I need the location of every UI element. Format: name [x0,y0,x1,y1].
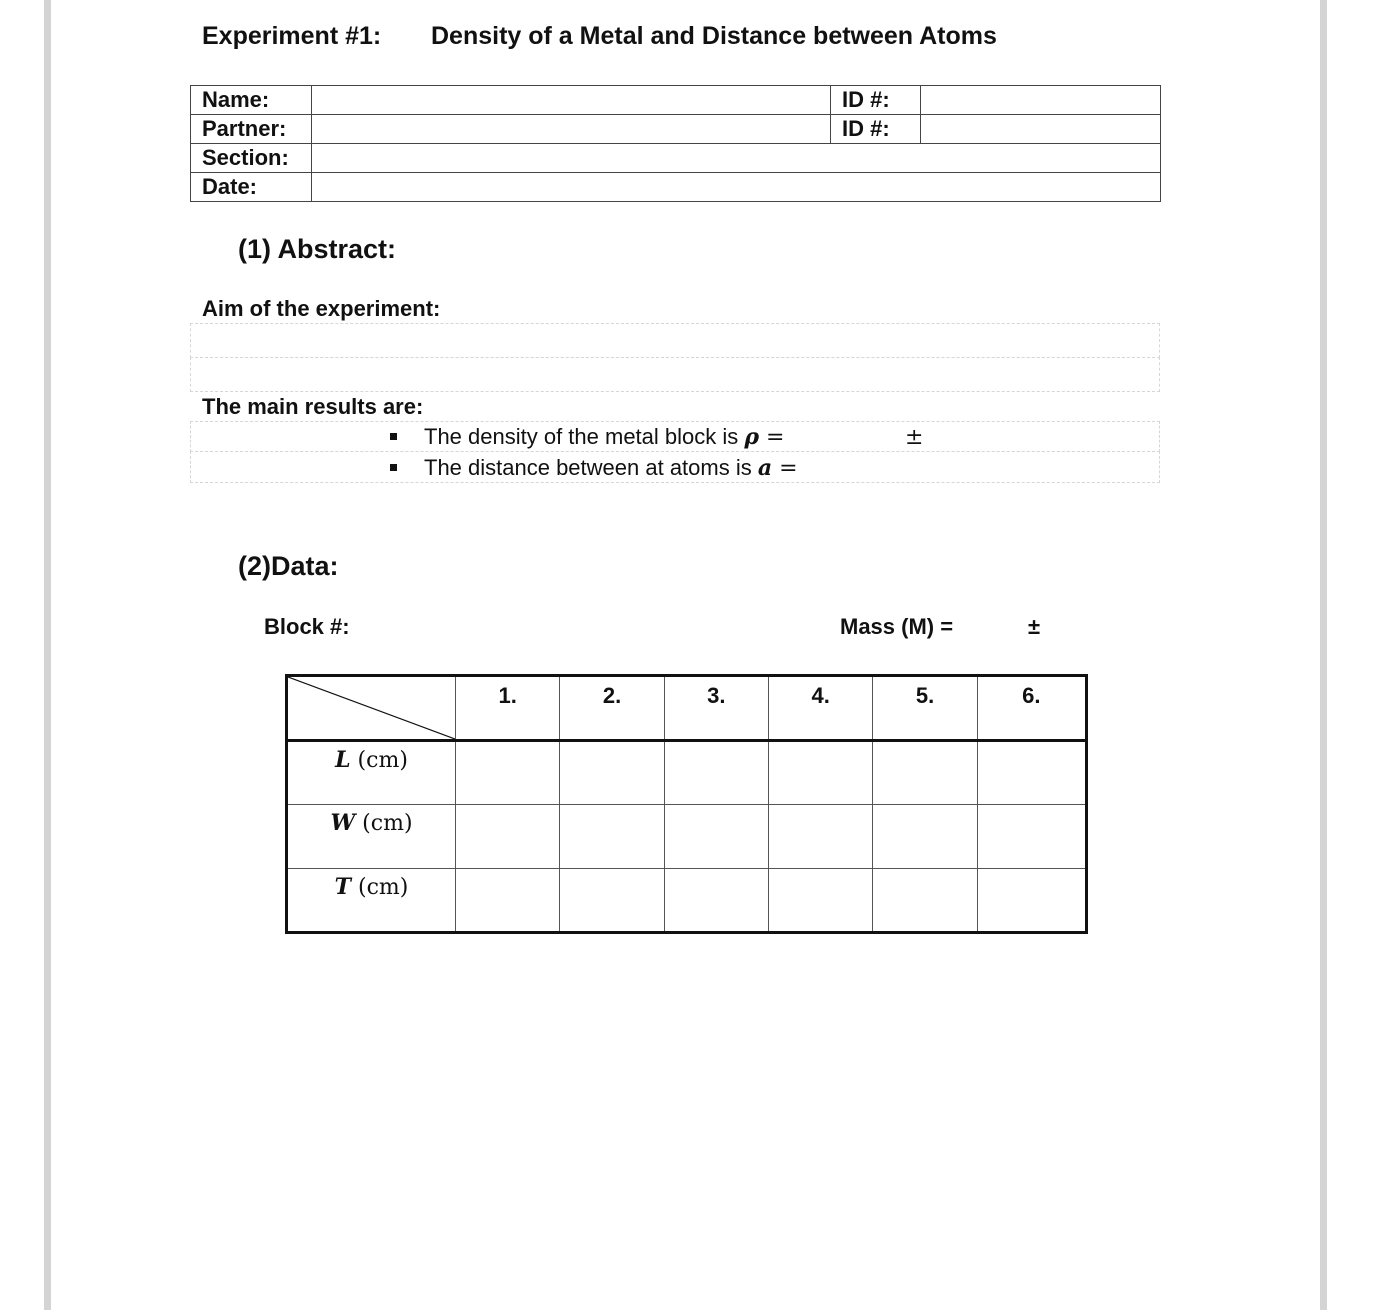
variable-symbol: W [330,810,356,836]
measurement-cell[interactable] [769,741,873,805]
density-plus-minus: ± [905,425,924,450]
student-info-table [190,85,1161,202]
abstract-heading: (1) Abstract: [238,234,397,264]
measurement-cell[interactable] [456,869,560,933]
density-bullet [390,424,784,450]
measurement-cell[interactable] [873,805,977,869]
block-number-label: Block #: [264,614,350,639]
column-header: 6. [977,676,1086,741]
column-header: 3. [664,676,768,741]
name-row [191,86,1161,115]
measurement-cell[interactable] [873,741,977,805]
bullet-marker [390,464,397,471]
distance-equals: = [772,456,798,481]
partner-id-label: ID #: [831,115,921,144]
measurement-cell[interactable] [560,805,664,869]
corner-cell [287,676,456,741]
table-row [287,741,1087,805]
distance-bullet [390,455,798,481]
measurement-cell[interactable] [664,869,768,933]
table-header-row [287,676,1087,741]
mass-plus-minus: ± [1028,614,1041,639]
aim-field-line-1[interactable] [190,323,1160,358]
partner-label: Partner: [191,115,312,144]
date-row [191,173,1161,202]
variable-symbol: L [335,747,351,773]
page-title [202,22,997,51]
distance-text: The distance between at atoms is [424,455,758,480]
measurement-cell[interactable] [977,869,1086,933]
data-heading: (2)Data: [238,551,339,581]
diagonal-divider [288,677,455,739]
partner-row [191,115,1161,144]
column-header: 4. [769,676,873,741]
row-label [287,741,456,805]
measurement-cell[interactable] [560,741,664,805]
section-field[interactable] [312,144,1161,173]
unit-label: (cm) [362,811,413,836]
row-label [287,869,456,933]
table-row [287,805,1087,869]
measurement-cell[interactable] [560,869,664,933]
bullet-marker [390,433,397,440]
row-label [287,805,456,869]
unit-label: (cm) [357,748,408,773]
id-field[interactable] [921,86,1161,115]
measurement-cell[interactable] [664,805,768,869]
date-field[interactable] [312,173,1161,202]
name-field[interactable] [312,86,831,115]
measurement-cell[interactable] [664,741,768,805]
results-label: The main results are: [202,394,424,419]
partner-id-field[interactable] [921,115,1161,144]
variable-symbol: T [334,874,351,900]
measurement-cell[interactable] [769,869,873,933]
density-symbol: ρ [744,424,760,450]
table-row [287,869,1087,933]
column-header: 2. [560,676,664,741]
column-header: 1. [456,676,560,741]
date-label: Date: [191,173,312,202]
partner-field[interactable] [312,115,831,144]
measurement-cell[interactable] [977,741,1086,805]
section-label: Section: [191,144,312,173]
distance-symbol: a [757,455,773,481]
section-row [191,144,1161,173]
density-text: The density of the metal block is [424,424,745,449]
table-body [287,741,1087,933]
aim-label: Aim of the experiment: [202,296,441,321]
unit-label: (cm) [358,875,409,900]
measurement-cell[interactable] [873,869,977,933]
experiment-name: Density of a Metal and Distance between Atoms [431,22,997,50]
mass-label: Mass (M) = [840,614,954,639]
measurement-cell[interactable] [769,805,873,869]
measurement-cell[interactable] [456,741,560,805]
measurement-table [285,674,1088,934]
id-label: ID #: [831,86,921,115]
measurement-cell[interactable] [456,805,560,869]
density-equals: = [759,425,785,450]
column-header: 5. [873,676,977,741]
name-label: Name: [191,86,312,115]
aim-field-line-2[interactable] [190,357,1160,392]
experiment-number: Experiment #1: [202,22,382,50]
measurement-cell[interactable] [977,805,1086,869]
